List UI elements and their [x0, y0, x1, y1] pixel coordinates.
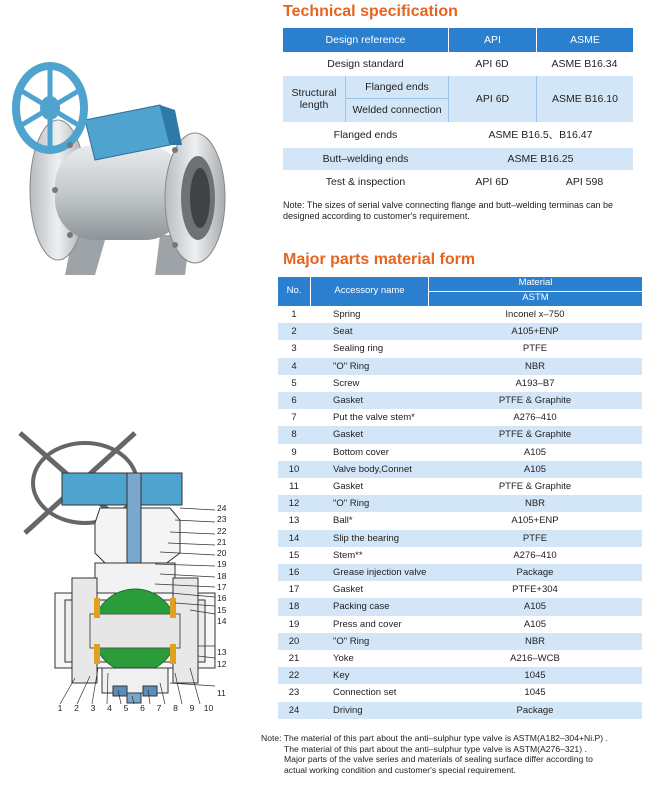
callout-number: 20 — [217, 548, 227, 559]
part-number: 12 — [288, 498, 300, 510]
part-name: Put the valve stem* — [333, 412, 415, 424]
callout-number: 19 — [217, 559, 227, 570]
part-number: 23 — [288, 687, 300, 699]
part-name: Yoke — [333, 653, 354, 664]
table-row — [278, 650, 642, 667]
part-number: 1 — [291, 309, 297, 320]
callout-number: 9 — [189, 703, 195, 713]
diagram-callouts-right — [217, 503, 237, 699]
callout-number: 6 — [140, 703, 145, 713]
callout-number: 1 — [57, 703, 63, 713]
part-name: Spring — [333, 309, 361, 320]
part-number: 24 — [288, 704, 300, 716]
table-row — [278, 444, 642, 461]
part-material: PTFE & Graphite — [498, 429, 572, 441]
part-number: 13 — [288, 515, 300, 527]
callout-number: 13 — [217, 647, 227, 658]
part-material: A105+ENP — [511, 326, 559, 338]
valve-photo — [10, 50, 268, 290]
part-number: 10 — [288, 463, 300, 475]
parts-note-line: The material of this part about the anti–sulphur type valve is ASTM(A276–321) . — [284, 743, 587, 754]
spec-sublabel-welded: Welded connection — [345, 99, 448, 122]
spec-api-value: API 6D — [475, 175, 509, 188]
callout-number: 23 — [217, 514, 227, 525]
callout-number: 14 — [217, 615, 227, 626]
spec-api-value: API 6D — [448, 52, 536, 76]
callout-number: 2 — [74, 703, 79, 713]
part-number: 4 — [291, 360, 297, 372]
part-material: NBR — [524, 360, 546, 372]
callout-number: 24 — [217, 503, 227, 513]
part-name: Press and cover — [333, 618, 402, 630]
spec-row-butt-welding — [283, 148, 633, 170]
handwheel-icon — [16, 66, 84, 150]
spec-header-reference: Design reference — [283, 28, 448, 52]
part-material: A276–410 — [513, 412, 557, 424]
header-name: Accessory name — [310, 277, 428, 306]
header-no: No. — [286, 285, 302, 297]
part-material: NBR — [524, 635, 546, 647]
table-row — [278, 375, 642, 392]
table-row — [278, 478, 642, 495]
part-material: A105 — [523, 601, 547, 613]
part-name: Gasket — [333, 481, 364, 492]
header-astm: ASTM — [428, 292, 642, 307]
part-number: 3 — [291, 343, 297, 355]
spec-asme-value: ASME B16.10 — [536, 76, 633, 122]
part-name: Sealing ring — [333, 343, 384, 355]
part-material: A105 — [523, 463, 547, 475]
part-material: Package — [516, 704, 554, 716]
callout-number: 22 — [217, 525, 227, 536]
callout-number: 5 — [123, 703, 129, 713]
spec-row-structural-length — [283, 76, 633, 122]
part-number: 19 — [288, 618, 300, 630]
spec-sublabel-flanged: Flanged ends — [345, 76, 448, 99]
spec-row-test — [283, 170, 633, 194]
part-material: A105 — [523, 446, 547, 458]
part-name: "O" Ring — [333, 635, 370, 647]
spec-header-asme: ASME — [536, 28, 633, 52]
tech-spec-note: Note: The sizes of serial valve connecting flange and butt–welding terminas can be designed according to customer's requirement. — [283, 200, 614, 221]
spec-label: Structural length — [291, 86, 337, 111]
table-row — [278, 426, 642, 443]
callout-number: 8 — [173, 703, 178, 713]
table-row — [278, 358, 642, 375]
table-row — [278, 512, 642, 529]
callout-number: 17 — [217, 582, 227, 593]
part-material: Inconel x–750 — [505, 309, 565, 320]
part-name: Driving — [333, 704, 363, 716]
part-number: 8 — [291, 429, 297, 441]
part-number: 15 — [288, 549, 300, 561]
parts-note-line: Major parts of the valve series and materials of sealing surface differ according to — [284, 754, 593, 765]
callout-number: 10 — [203, 703, 214, 713]
table-row — [278, 667, 642, 684]
spec-header-row — [283, 28, 633, 52]
table-row — [278, 306, 642, 323]
spec-label: Design standard — [283, 52, 448, 76]
part-material: 1045 — [524, 670, 546, 682]
part-number: 11 — [289, 481, 299, 492]
part-name: Grease injection valve — [333, 567, 427, 578]
part-name: Screw — [333, 377, 360, 389]
part-number: 6 — [291, 395, 297, 406]
part-name: Slip the bearing — [333, 532, 400, 544]
table-row — [278, 495, 642, 512]
table-row — [278, 616, 642, 633]
part-name: Gasket — [333, 395, 364, 406]
tech-spec-title: Technical specification — [283, 3, 458, 20]
table-row — [278, 323, 642, 340]
table-row — [278, 581, 642, 598]
table-row — [278, 702, 642, 719]
part-number: 18 — [288, 601, 300, 613]
part-number: 7 — [291, 412, 297, 424]
part-material: PTFE & Graphite — [498, 395, 572, 406]
callout-number: 18 — [217, 570, 227, 581]
part-number: 22 — [288, 670, 300, 682]
callout-number: 12 — [217, 658, 227, 669]
part-number: 17 — [288, 584, 300, 596]
part-material: A276–410 — [513, 549, 557, 561]
table-row — [278, 564, 642, 581]
part-number: 5 — [291, 377, 297, 389]
spec-api-value: API 6D — [448, 76, 536, 122]
spec-asme-value: ASME B16.34 — [536, 52, 633, 76]
header-material: Material — [428, 277, 642, 292]
part-name: Seat — [333, 326, 353, 338]
parts-note-line: Note: The material of this part about the anti–sulphur type valve is ASTM(A182–304+Ni.P) . — [261, 733, 608, 743]
part-name: Valve body,Connet — [333, 463, 412, 475]
part-name: Connection set — [333, 687, 397, 699]
part-name: Ball* — [333, 515, 353, 527]
part-name: "O" Ring — [333, 360, 370, 372]
part-name: "O" Ring — [333, 498, 370, 510]
callout-number: 3 — [90, 703, 96, 713]
table-row — [278, 461, 642, 478]
part-material: A216–WCB — [510, 653, 560, 664]
spec-label: Flanged ends — [333, 128, 398, 141]
part-material: A105 — [523, 618, 547, 630]
part-material: PTFE — [522, 343, 548, 355]
spec-header-api: API — [448, 28, 536, 52]
part-material: A105+ENP — [511, 515, 559, 527]
callout-number: 11 — [217, 687, 226, 698]
table-row — [278, 598, 642, 615]
callout-number: 7 — [156, 703, 162, 713]
part-material: PTFE — [522, 532, 548, 544]
part-material: A193–B7 — [515, 377, 555, 389]
table-row — [278, 633, 642, 650]
parts-note-line: actual working condition and customer's special requirement. — [284, 764, 516, 775]
part-number: 21 — [288, 653, 300, 664]
part-material: PTFE & Graphite — [498, 481, 572, 492]
part-number: 20 — [288, 635, 300, 647]
table-row — [278, 547, 642, 564]
callout-number: 4 — [107, 703, 112, 713]
parts-table-title: Major parts material form — [283, 251, 476, 268]
table-row — [278, 530, 642, 547]
parts-table-header — [278, 277, 642, 306]
diagram-callouts-bottom — [55, 703, 235, 713]
spec-label: Test & inspection — [325, 175, 406, 188]
spec-label: Butt–welding ends — [322, 152, 409, 165]
spec-value: ASME B16.25 — [507, 152, 574, 165]
table-row — [278, 409, 642, 426]
spec-row-design-standard — [283, 52, 633, 76]
part-number: 9 — [291, 446, 297, 458]
table-row — [278, 392, 642, 409]
callout-number: 21 — [217, 536, 227, 547]
part-number: 2 — [291, 326, 297, 338]
part-material: PTFE+304 — [512, 584, 558, 596]
part-material: Package — [516, 567, 554, 578]
part-name: Bottom cover — [333, 446, 389, 458]
spec-row-flanged-ends — [283, 122, 633, 148]
table-row — [278, 684, 642, 701]
part-material: 1045 — [524, 687, 546, 699]
parts-notes — [261, 733, 646, 775]
part-name: Stem** — [333, 549, 363, 561]
callout-number: 15 — [217, 604, 227, 615]
part-name: Key — [333, 670, 350, 682]
spec-value: ASME B16.5、B16.47 — [488, 128, 593, 141]
part-name: Gasket — [333, 584, 364, 596]
spec-other-value: API 598 — [565, 175, 604, 188]
table-row — [278, 340, 642, 357]
part-name: Gasket — [333, 429, 364, 441]
part-material: NBR — [524, 498, 546, 510]
part-number: 16 — [288, 567, 300, 578]
part-name: Packing case — [333, 601, 390, 613]
part-number: 14 — [288, 532, 300, 544]
callout-number: 16 — [217, 593, 227, 604]
